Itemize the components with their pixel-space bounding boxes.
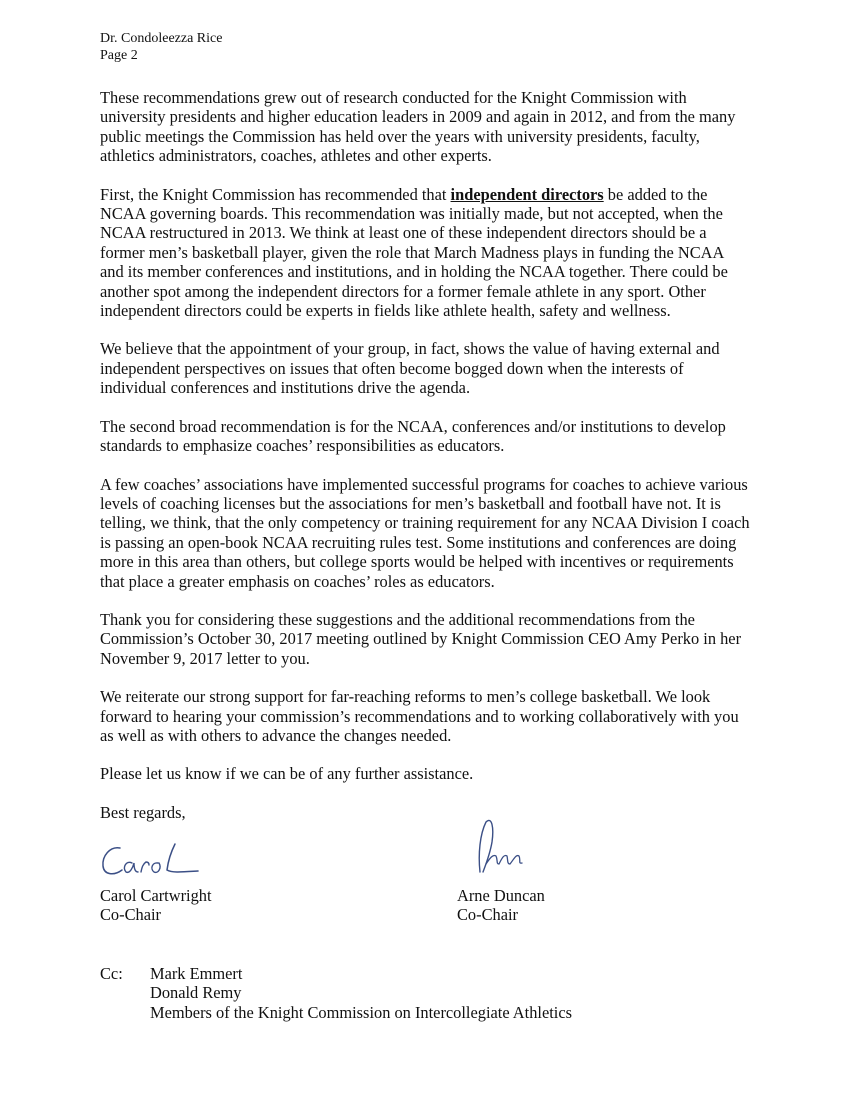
- signatory-arne-duncan: [457, 886, 545, 925]
- paragraph-support: We reiterate our strong support for far-reaching reforms to men’s college basketball. We look forward to hearing your commission’s recommendations and to working collaboratively with you as well as with others to advance the changes needed.: [100, 687, 739, 745]
- page-header: [100, 30, 222, 64]
- carol-signature-image: [98, 836, 208, 884]
- independent-directors-emphasis: independent directors: [450, 184, 604, 204]
- paragraph-second-recommendation: The second broad recommendation is for the NCAA, conferences and/or institutions to develop standards to emphasize coaches’ responsibilities as educators.: [100, 416, 726, 456]
- cc-label: Cc:: [100, 964, 123, 983]
- paragraph-independent-directors: [100, 185, 750, 321]
- paragraph-text: be added to the NCAA governing boards. This recommendation was initially made, but not accepted, when the NCAA restructured in 2013. We think at least one of these independent directors should be a former men’s basketball player, given the role that March Madness plays in funding the NCAA and its member conferences and institutions, and in holding the NCAA together. There could be another spot among the independent directors for a former female athlete in any sport. Other independent directors could be experts in fields like athlete health, safety and wellness.: [100, 184, 728, 321]
- signatory-name: Carol Cartwright: [100, 886, 212, 905]
- paragraph-research: These recommendations grew out of research conducted for the Knight Commission with university presidents and higher education leaders in 2009 and again in 2012, and from the many public meetings the Commission has held over the years with university presidents, faculty, athletics administrators, coaches, athletes and other experts.: [100, 88, 736, 166]
- page-number: Page 2: [100, 48, 138, 63]
- closing: Best regards,: [100, 802, 186, 822]
- paragraph-coaches-associations: A few coaches’ associations have implemented successful programs for coaches to achieve various levels of coaching licenses but the associations for men’s basketball and football have not. It is telling, we think, that the only competency or training requirement for any NCAA Division I coach is passing an open-book NCAA recruiting rules test. Some institutions and conferences are doing more in this area than others, but college sports would be helped with incentives or requirements that place a greater emphasis on coaches’ roles as educators.: [100, 474, 750, 591]
- paragraph-assistance: Please let us know if we can be of any further assistance.: [100, 764, 474, 784]
- signatory-title: Co-Chair: [457, 905, 519, 925]
- arne-signature-image: [466, 814, 536, 884]
- paragraph-appointment: We believe that the appointment of your group, in fact, shows the value of having external and independent perspectives on issues that often become bogged down when the interests of individual conferences and institutions drive the agenda.: [100, 339, 720, 398]
- cc-recipient: Donald Remy: [150, 983, 242, 1003]
- signatory-title: Co-Chair: [100, 905, 162, 925]
- cc-recipient-list: [150, 964, 650, 1022]
- paragraph-text: First, the Knight Commission has recommended that: [100, 184, 451, 204]
- recipient-name: Dr. Condoleezza Rice: [100, 31, 223, 46]
- letter-body: [100, 88, 750, 822]
- paragraph-thank-you: Thank you for considering these suggestions and the additional recommendations from the Commission’s October 30, 2017 meeting outlined by Knight Commission CEO Amy Perko in her November 9, 2017 letter to you.: [100, 609, 742, 668]
- signatory-name: Arne Duncan: [457, 886, 545, 905]
- cc-recipient: Members of the Knight Commission on Intercollegiate Athletics: [150, 1002, 572, 1022]
- signatory-carol-cartwright: [100, 886, 212, 925]
- cc-recipient: Mark Emmert: [150, 964, 243, 983]
